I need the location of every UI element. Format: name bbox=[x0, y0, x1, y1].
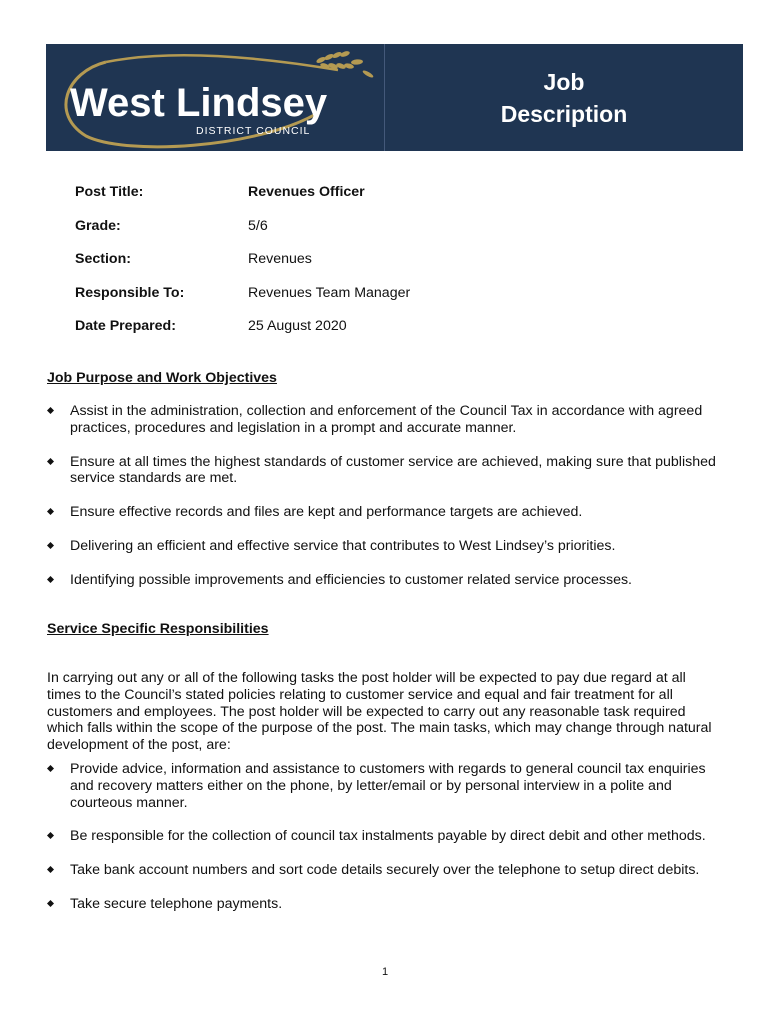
list-item bbox=[47, 403, 727, 437]
header-banner bbox=[46, 44, 743, 151]
logo-subtitle: DISTRICT COUNCIL bbox=[196, 125, 311, 137]
council-logo-graphic bbox=[46, 44, 384, 151]
detail-value: Revenues Officer bbox=[248, 184, 365, 200]
detail-label: Responsible To: bbox=[75, 284, 185, 301]
diamond-bullet-icon bbox=[47, 832, 54, 839]
detail-label: Grade: bbox=[75, 217, 121, 234]
page-number: 1 bbox=[381, 966, 389, 978]
list-item-text: Ensure effective records and files are kept and performance targets are achieved. bbox=[70, 504, 583, 521]
detail-value: 25 August 2020 bbox=[248, 318, 347, 334]
purpose-list bbox=[47, 403, 727, 589]
diamond-bullet-icon bbox=[47, 765, 54, 772]
wheat-icon bbox=[315, 50, 374, 79]
list-item-text: Ensure at all times the highest standards of customer service are achieved, making sure that published service standards are met. bbox=[70, 453, 716, 487]
list-item-text: Provide advice, information and assistance to customers with regards to general council tax enquiries and recovery matters either on the phone, by letter/email or by personal interview in a polite and courteous manner. bbox=[70, 761, 706, 811]
list-item bbox=[47, 572, 727, 589]
list-item-text: Identifying possible improvements and efficiencies to customer related service processes. bbox=[70, 571, 632, 588]
diamond-bullet-icon bbox=[47, 542, 54, 549]
detail-label: Post Title: bbox=[75, 184, 144, 200]
detail-label: Date Prepared: bbox=[75, 318, 176, 334]
purpose-heading: Job Purpose and Work Objectives bbox=[47, 370, 277, 386]
detail-value: 5/6 bbox=[248, 217, 268, 234]
diamond-bullet-icon bbox=[47, 900, 54, 907]
diamond-bullet-icon bbox=[47, 407, 54, 414]
list-item bbox=[47, 454, 727, 488]
diamond-bullet-icon bbox=[47, 866, 54, 873]
list-item-text: Delivering an efficient and effective service that contributes to West Lindsey’s priorities. bbox=[70, 537, 616, 554]
logo-name: West Lindsey bbox=[70, 81, 328, 125]
responsibilities-intro: In carrying out any or all of the following tasks the post holder will be expected to pay due regard at all times to the Council’s stated policies relating to customer service and equal and fair treatment for all customers and employees. The post holder will be expected to carry out any reasonable task required which falls within the scope of the purpose of the post. The main tasks, which may change through natural development of the post, are: bbox=[47, 670, 712, 754]
list-item bbox=[47, 761, 727, 811]
list-item-text: Be responsible for the collection of council tax instalments payable by direct debit and other methods. bbox=[70, 828, 706, 845]
responsibilities-heading: Service Specific Responsibilities bbox=[47, 621, 269, 637]
council-logo bbox=[46, 44, 385, 151]
title-line-2: Description bbox=[500, 100, 628, 127]
title-line-1: Job bbox=[543, 68, 585, 95]
diamond-bullet-icon bbox=[47, 508, 54, 515]
list-item bbox=[47, 828, 727, 845]
diamond-bullet-icon bbox=[47, 458, 54, 465]
list-item bbox=[47, 862, 727, 879]
diamond-bullet-icon bbox=[47, 576, 54, 583]
list-item bbox=[47, 504, 727, 521]
list-item-text: Take secure telephone payments. bbox=[70, 895, 283, 912]
list-item-text: Take bank account numbers and sort code details securely over the telephone to setup direct debits. bbox=[70, 862, 700, 879]
list-item bbox=[47, 538, 727, 555]
detail-value: Revenues bbox=[248, 251, 312, 267]
detail-value: Revenues Team Manager bbox=[248, 284, 411, 301]
responsibilities-list bbox=[47, 761, 727, 913]
detail-label: Section: bbox=[75, 251, 131, 267]
list-item bbox=[47, 896, 727, 913]
list-item-text: Assist in the administration, collection and enforcement of the Council Tax in accordance with agreed practices, procedures and legislation in a prompt and accurate manner. bbox=[70, 403, 703, 436]
document-title bbox=[385, 44, 743, 151]
